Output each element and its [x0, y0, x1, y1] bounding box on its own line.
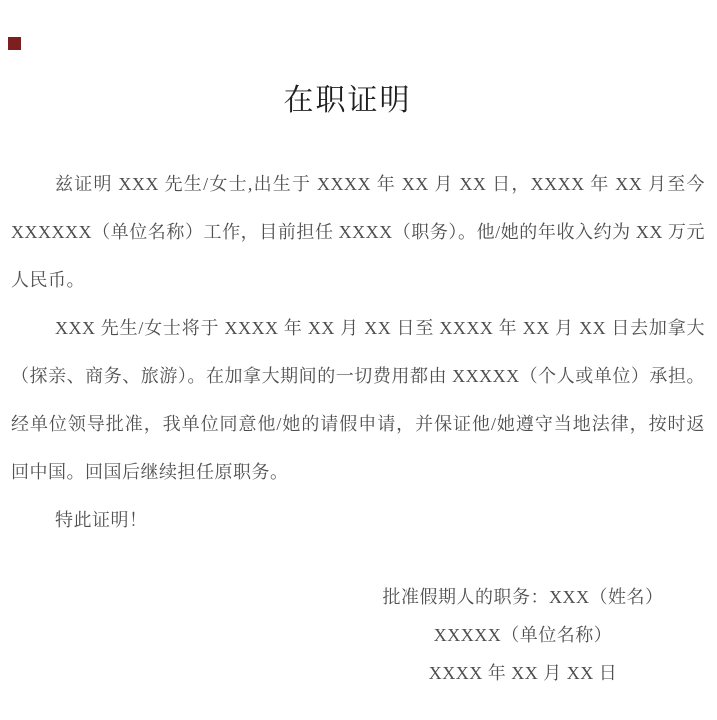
- red-corner-mark: [8, 37, 21, 50]
- paragraph-travel: XXX 先生/女士将于 XXXX 年 XX 月 XX 日至 XXXX 年 XX 月 XX 日去加拿大（探亲、商务、旅游）。在加拿大期间的一切费用都由 XXXXX（个人或单位）承担。经单位领导批准，我单位同意他/她的请假申请，并保证他/她遵守当地法律，按时返回中国。回国后继续担任原职务。: [11, 318, 705, 482]
- paragraph-certify: 兹证明 XXX 先生/女士,出生于 XXXX 年 XX 月 XX 日，XXXX 年 XX 月至今 XXXXXX（单位名称）工作，目前担任 XXXX（职务）。他/她的年收入约为 XX 万元人民币。: [11, 174, 705, 290]
- signature-line-date: XXXX 年 XX 月 XX 日: [428, 663, 618, 683]
- paragraph-hereby: 特此证明！: [55, 510, 148, 530]
- signature-line-approver: 批准假期人的职务：XXX（姓名）: [382, 587, 664, 607]
- signature-line-company: XXXXX（单位名称）: [433, 625, 613, 645]
- document-body: [11, 160, 705, 544]
- signature-block: [374, 578, 672, 692]
- document-title: 在职证明: [283, 84, 412, 118]
